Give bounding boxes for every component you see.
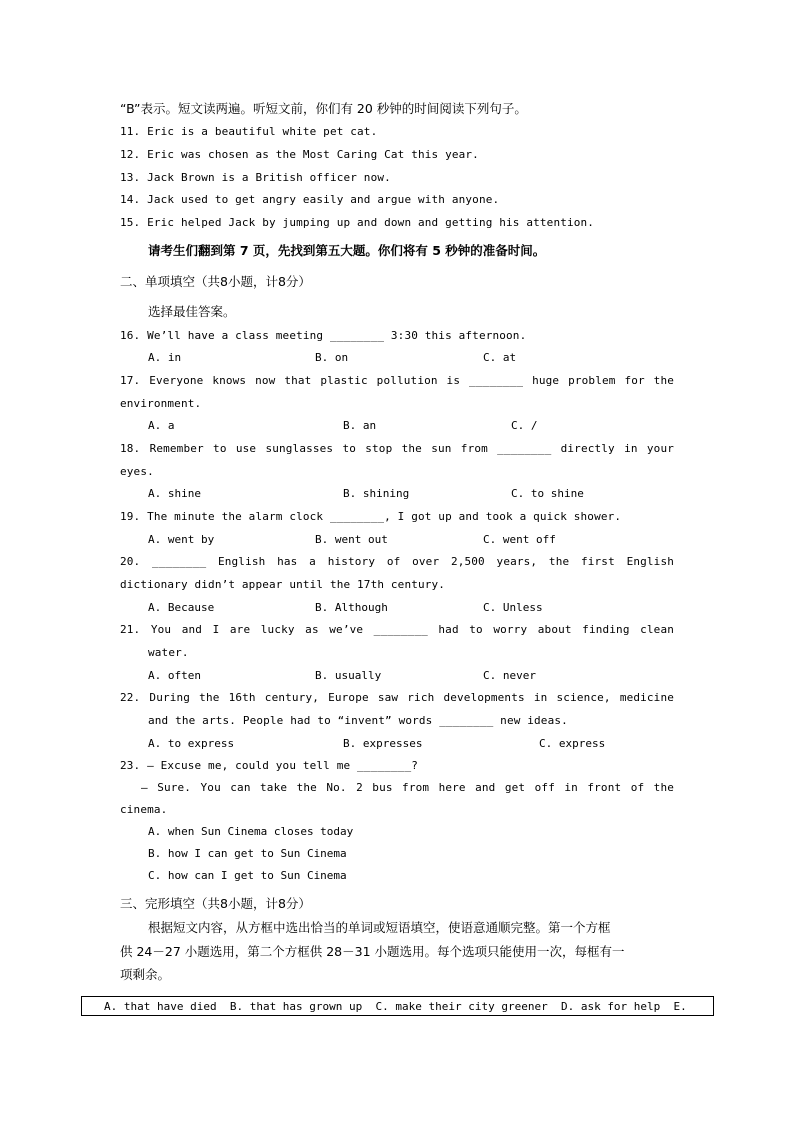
- question-16-option-c: C. at: [483, 351, 517, 364]
- word-bank-options: A. that have died B. that has grown up C. make their city greener D. ask for help E.: [104, 1000, 687, 1013]
- question-20-option-b: B. Although: [315, 601, 388, 614]
- statement-13: 13. Jack Brown is a British officer now.: [120, 171, 391, 184]
- statement-11: 11. Eric is a beautiful white pet cat.: [120, 125, 378, 138]
- question-19-stem: 19. The minute the alarm clock ________, I got up and took a quick shower.: [120, 510, 622, 523]
- question-19-option-a: A. went by: [148, 533, 215, 546]
- question-18-stem-line1: 18. Remember to use sunglasses to stop the sun from ________ directly in your: [120, 442, 674, 455]
- question-23-option-b: B. how I can get to Sun Cinema: [148, 847, 347, 860]
- section2-heading: 二、单项填空（共8小题，计8分）: [120, 274, 311, 289]
- section3-instruction-line2: 供 24－27 小题选用，第二个方框供 28－31 小题选用。每个选项只能使用一次，每框有一: [120, 944, 625, 959]
- question-18-option-b: B. shining: [343, 487, 410, 500]
- question-23-stem-line2: — Sure. You can take the No. 2 bus from here and get off in front of the: [141, 781, 674, 794]
- question-19-option-b: B. went out: [315, 533, 388, 546]
- listening-intro-line: “B”表示。短文读两遍。听短文前，你们有 20 秒钟的时间阅读下列句子。: [120, 101, 527, 116]
- question-23-stem-line3: cinema.: [120, 803, 168, 816]
- turn-page-notice: 请考生们翻到第 7 页，先找到第五大题。你们将有 5 秒钟的准备时间。: [148, 243, 546, 258]
- question-18-stem-line2: eyes.: [120, 465, 154, 478]
- statement-12: 12. Eric was chosen as the Most Caring Cat this year.: [120, 148, 479, 161]
- question-21-option-b: B. usually: [315, 669, 382, 682]
- question-21-stem-line2: water.: [148, 646, 189, 659]
- question-16-option-a: A. in: [148, 351, 182, 364]
- question-20-stem-line1: 20. ________ English has a history of over 2,500 years, the first English: [120, 555, 674, 568]
- question-22-option-c: C. express: [539, 737, 606, 750]
- question-18-option-a: A. shine: [148, 487, 201, 500]
- question-23-option-c: C. how can I get to Sun Cinema: [148, 869, 347, 882]
- question-23-stem-line1: 23. — Excuse me, could you tell me ________?: [120, 759, 418, 772]
- section3-instruction-line1: 根据短文内容，从方框中选出恰当的单词或短语填空，使语意通顺完整。第一个方框: [148, 920, 611, 935]
- question-23-option-a: A. when Sun Cinema closes today: [148, 825, 354, 838]
- question-22-stem-line2: and the arts. People had to “invent” words ________ new ideas.: [148, 714, 568, 727]
- section3-heading: 三、完形填空（共8小题，计8分）: [120, 896, 311, 911]
- question-17-stem-line1: 17. Everyone knows now that plastic pollution is ________ huge problem for the: [120, 374, 674, 387]
- question-17-option-c: C. /: [511, 419, 538, 432]
- question-22-stem-line1: 22. During the 16th century, Europe saw rich developments in science, medicine: [120, 691, 674, 704]
- question-18-option-c: C. to shine: [511, 487, 584, 500]
- question-17-stem-line2: environment.: [120, 397, 202, 410]
- word-bank-box: [81, 996, 714, 1016]
- question-21-option-a: A. often: [148, 669, 201, 682]
- question-16-option-b: B. on: [315, 351, 349, 364]
- question-17-option-a: A. a: [148, 419, 175, 432]
- question-21-stem-line1: 21. You and I are lucky as we’ve ________ had to worry about finding clean: [120, 623, 674, 636]
- statement-14: 14. Jack used to get angry easily and argue with anyone.: [120, 193, 500, 206]
- question-22-option-b: B. expresses: [343, 737, 423, 750]
- question-20-option-c: C. Unless: [483, 601, 543, 614]
- question-19-option-c: C. went off: [483, 533, 556, 546]
- question-17-option-b: B. an: [343, 419, 377, 432]
- question-21-option-c: C. never: [483, 669, 536, 682]
- question-20-option-a: A. Because: [148, 601, 215, 614]
- question-22-option-a: A. to express: [148, 737, 235, 750]
- question-16-stem: 16. We’ll have a class meeting ________ 3:30 this afternoon.: [120, 329, 527, 342]
- question-20-stem-line2: dictionary didn’t appear until the 17th century.: [120, 578, 446, 591]
- section3-instruction-line3: 项剩余。: [120, 967, 171, 982]
- statement-15: 15. Eric helped Jack by jumping up and down and getting his attention.: [120, 216, 595, 229]
- section2-instruction: 选择最佳答案。: [148, 304, 236, 319]
